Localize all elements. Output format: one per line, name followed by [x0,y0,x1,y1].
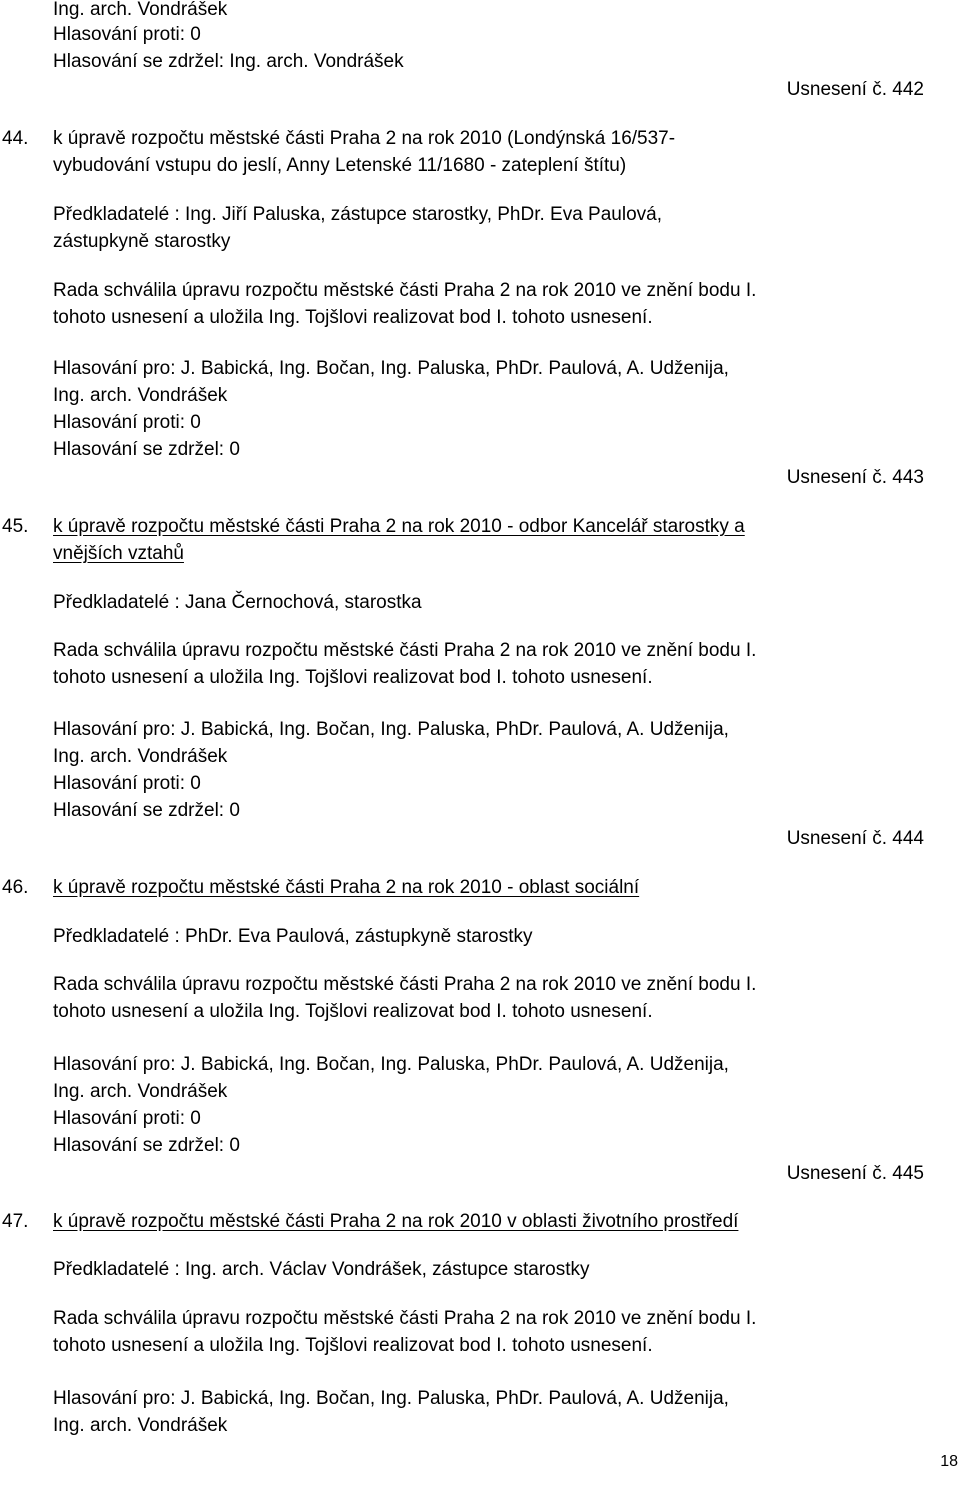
page-number: 18 [940,1453,958,1470]
decision-line: tohoto usnesení a uložila Ing. Tojšlovi realizovat bod I. tohoto usnesení. [53,667,653,688]
item-number: 46. [2,877,29,898]
vote-for-line: Ing. arch. Vondrášek [53,1081,228,1102]
item-number: 44. [2,128,29,149]
submitters-line: Předkladatelé : Ing. Jiří Paluska, zástupce starostky, PhDr. Eva Paulová, [53,204,663,225]
resolution-number: Usnesení č. 443 [786,467,924,488]
submitters-line: Předkladatelé : PhDr. Eva Paulová, zástupkyně starostky [53,926,533,947]
resolution-number: Usnesení č. 444 [786,828,924,849]
item-title-line: k úpravě rozpočtu městské části Praha 2 na rok 2010 - oblast sociální [53,877,640,898]
resolution-number: Usnesení č. 442 [786,79,924,100]
decision-line: Rada schválila úpravu rozpočtu městské části Praha 2 na rok 2010 ve znění bodu I. [53,974,757,995]
vote-abstain: Hlasování se zdržel: 0 [53,800,240,821]
decision-line: Rada schválila úpravu rozpočtu městské části Praha 2 na rok 2010 ve znění bodu I. [53,640,757,661]
submitters-line: Předkladatelé : Jana Černochová, starostka [53,592,422,613]
vote-against: Hlasování proti: 0 [53,773,201,794]
item-title-line: k úpravě rozpočtu městské části Praha 2 na rok 2010 v oblasti životního prostředí [53,1211,739,1232]
vote-for-line: Hlasování pro: J. Babická, Ing. Bočan, Ing. Paluska, PhDr. Paulová, A. Udženija, [53,719,729,740]
submitters-line: zástupkyně starostky [53,231,231,252]
vote-for-line: Hlasování pro: J. Babická, Ing. Bočan, Ing. Paluska, PhDr. Paulová, A. Udženija, [53,358,729,379]
vote-abstain: Hlasování se zdržel: 0 [53,439,240,460]
vote-abstain: Hlasování se zdržel: Ing. arch. Vondrášek [53,51,404,72]
item-title-line: k úpravě rozpočtu městské části Praha 2 na rok 2010 (Londýnská 16/537- [53,128,676,149]
item-title-line: k úpravě rozpočtu městské části Praha 2 na rok 2010 - odbor Kancelář starostky a [53,516,745,537]
submitters-line: Předkladatelé : Ing. arch. Václav Vondrášek, zástupce starostky [53,1259,590,1280]
item-number: 47. [2,1211,29,1232]
vote-abstain: Hlasování se zdržel: 0 [53,1135,240,1156]
vote-against: Hlasování proti: 0 [53,1108,201,1129]
vote-for-continuation: Ing. arch. Vondrášek [53,0,228,20]
vote-for-line: Ing. arch. Vondrášek [53,1415,228,1436]
resolution-number: Usnesení č. 445 [786,1163,924,1184]
vote-for-line: Hlasování pro: J. Babická, Ing. Bočan, Ing. Paluska, PhDr. Paulová, A. Udženija, [53,1054,729,1075]
vote-for-line: Ing. arch. Vondrášek [53,746,228,767]
decision-line: Rada schválila úpravu rozpočtu městské části Praha 2 na rok 2010 ve znění bodu I. [53,1308,757,1329]
vote-against: Hlasování proti: 0 [53,24,201,45]
item-title-line: vybudování vstupu do jeslí, Anny Letenské 11/1680 - zateplení štítu) [53,155,627,176]
decision-line: Rada schválila úpravu rozpočtu městské části Praha 2 na rok 2010 ve znění bodu I. [53,280,757,301]
vote-for-line: Ing. arch. Vondrášek [53,385,228,406]
decision-line: tohoto usnesení a uložila Ing. Tojšlovi realizovat bod I. tohoto usnesení. [53,1001,653,1022]
decision-line: tohoto usnesení a uložila Ing. Tojšlovi realizovat bod I. tohoto usnesení. [53,307,653,328]
vote-against: Hlasování proti: 0 [53,412,201,433]
item-title-line: vnějších vztahů [53,543,184,564]
item-number: 45. [2,516,29,537]
decision-line: tohoto usnesení a uložila Ing. Tojšlovi realizovat bod I. tohoto usnesení. [53,1335,653,1356]
vote-for-line: Hlasování pro: J. Babická, Ing. Bočan, Ing. Paluska, PhDr. Paulová, A. Udženija, [53,1388,729,1409]
